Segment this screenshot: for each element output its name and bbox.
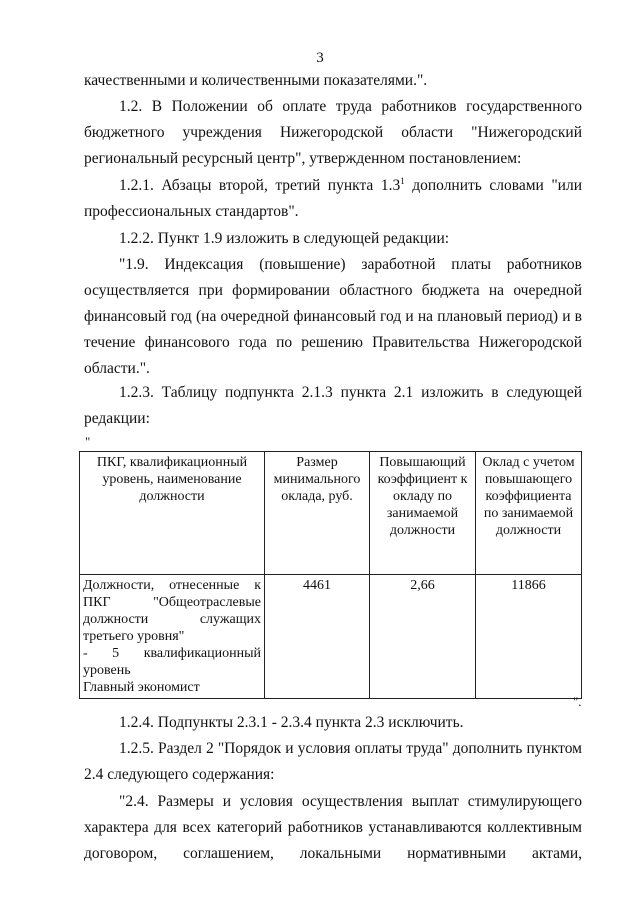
position-line: третьего уровня" [83,629,185,644]
header-salary: Оклад с учетом повышающего коэффициента по занимаемой должности [476,452,582,575]
cell-min-salary: 4461 [265,575,370,699]
table-header-row [80,452,582,575]
paragraph-continuation: качественными и количественными показателями.". [84,72,428,89]
paragraph-1-2-1-text: 1.2.1. Абзацы второй, третий пункта 1.3 [119,177,401,194]
cell-coefficient: 2,66 [370,575,476,699]
paragraph-1-2-3: 1.2.3. Таблицу подпункта 2.1.3 пункта 2.1 изложить в следующей редакции: [84,384,582,427]
position-line: Главный экономист [83,680,200,695]
paragraph-1-2-4: 1.2.4. Подпункты 2.3.1 - 2.3.4 пункта 2.3 исключить. [119,714,464,731]
salary-table [79,451,582,699]
paragraph-1-2-2: 1.2.2. Пункт 1.9 изложить в следующей редакции: [119,230,450,247]
footnote-superscript: 1 [400,176,405,186]
position-line: должности служащих [83,612,261,627]
cell-salary: 11866 [476,575,582,699]
header-coefficient: Повышающий коэффициент к окладу по занимаемой должности [370,452,476,575]
position-line: уровень [83,663,131,678]
table-row [80,575,582,699]
header-pkg: ПКГ, квалификационный уровень, наименование должности [80,452,265,575]
paragraph-1-2-5: 1.2.5. Раздел 2 "Порядок и условия оплаты труда" дополнить пунктом 2.4 следующего содержания: [84,740,582,783]
table-quote-close: ". [573,694,582,709]
cell-position [80,575,265,699]
page-number: 3 [316,50,324,66]
position-line: - 5 квалификационный [83,646,261,661]
position-line: Должности, отнесенные к [83,578,261,593]
position-line: ПКГ "Общеотраслевые [83,595,261,610]
paragraph-2-4-quote: "2.4. Размеры и условия осуществления выплат стимулирующего характера для всех категорий работников устанавливаются коллективным договором, соглашением, локальными нормативными актами, [84,793,582,862]
paragraph-1-2: 1.2. В Положении об оплате труда работников государственного бюджетного учреждения Нижегородской области "Нижегородский региональный ресурсный центр", утвержденном постановлением: [84,98,582,167]
paragraph-1-9-quote: "1.9. Индексация (повышение) заработной платы работников осуществляется при формировании областного бюджета на очередной финансовый год (на очередной финансовый год и на плановый период) и в течение финансового года по решению Правительства Нижегородской области.". [84,256,582,377]
paragraph-1-2-1-tail: дополнить словами "или профессиональных стандартов". [84,177,582,220]
header-min-salary: Размер минимального оклада, руб. [265,452,370,575]
paragraph-1-2-1 [84,173,582,225]
table-quote-open: " [85,434,91,449]
